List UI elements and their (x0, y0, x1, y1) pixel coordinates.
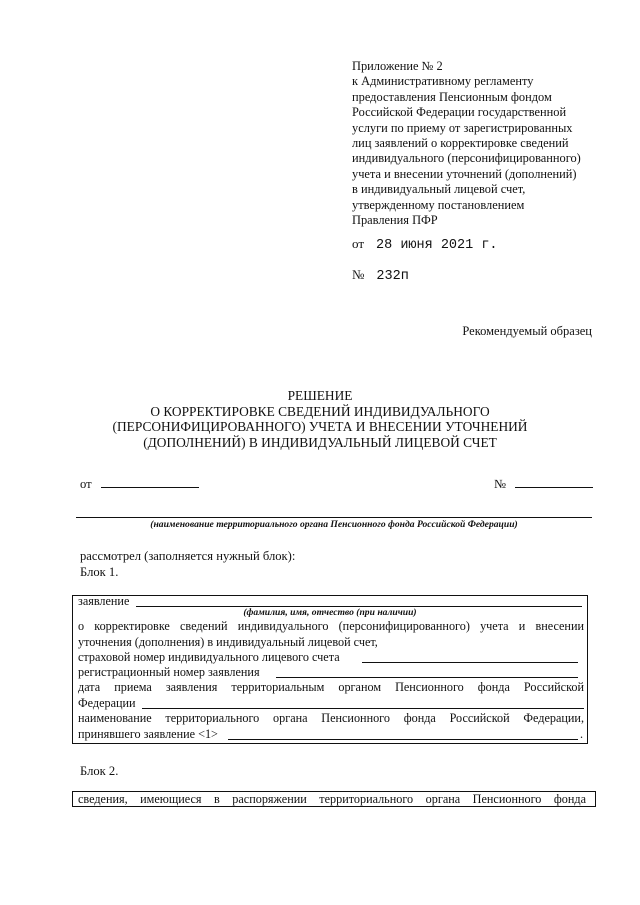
appendix-line: в индивидуальный лицевой счет, (352, 182, 526, 197)
appendix-line: утвержденному постановлением (352, 197, 525, 212)
application-label: заявление (78, 594, 130, 608)
appendix-line: Приложение № 2 (352, 59, 443, 73)
date-received-field[interactable] (142, 708, 584, 709)
organ-received-line-2: принявшего заявление <1> (78, 727, 218, 741)
from-label: от (80, 477, 92, 491)
appendix-line: индивидуального (персонифицированного) (352, 151, 581, 166)
block1-label: Блок 1. (80, 565, 119, 579)
period: . (580, 727, 584, 741)
number-prefix: № (352, 267, 365, 282)
organ-received-field[interactable] (228, 739, 578, 740)
sample-label: Рекомендуемый образец (462, 324, 592, 338)
organ-caption: (наименование территориального органа Пенсионного фонда Российской Федерации) (150, 519, 518, 530)
resolution-date (352, 236, 498, 253)
appendix-line: Российской Федерации государственной (352, 105, 567, 120)
appendix-header (352, 59, 602, 228)
date-received-line-2: Федерации (78, 696, 136, 710)
number-value: 232п (376, 269, 409, 284)
block2-line-1: сведения, имеющиеся в распоряжении территориального органа Пенсионного фонда (78, 792, 586, 806)
organ-name-field[interactable] (76, 517, 592, 518)
about-line-2: уточнения (дополнения) в индивидуальный лицевой счет, (78, 635, 378, 649)
fio-caption: (фамилия, имя, отчество (при наличии) (243, 607, 417, 618)
appendix-line: лиц заявлений о корректировке сведений (352, 136, 569, 151)
date-prefix: от (352, 236, 365, 251)
document-title (60, 388, 580, 450)
insurance-number-field[interactable] (362, 662, 578, 663)
registration-number-field[interactable] (276, 677, 578, 678)
registration-number-label: регистрационный номер заявления (78, 665, 260, 679)
insurance-number-label: страховой номер индивидуального лицевого счета (78, 650, 340, 664)
date-received-line-1: дата приема заявления территориальным органом Пенсионного фонда Российской (78, 680, 584, 694)
number-row (494, 476, 593, 492)
title-line: (ПЕРСОНИФИЦИРОВАННОГО) УЧЕТА И ВНЕСЕНИИ УТОЧНЕНИЙ (112, 419, 528, 435)
considered-line: рассмотрел (заполняется нужный блок): (80, 549, 296, 563)
organ-received-line-1: наименование территориального органа Пенсионного фонда Российской Федерации, (78, 711, 584, 725)
title-line: (ДОПОЛНЕНИЙ) В ИНДИВИДУАЛЬНЫЙ ЛИЦЕВОЙ СЧЕТ (143, 434, 497, 450)
appendix-line: учета и внесении уточнений (дополнений) (352, 166, 577, 181)
from-date-field[interactable] (101, 476, 199, 488)
date-value: 28 июня 2021 г. (376, 238, 498, 253)
from-date-row (80, 476, 199, 492)
title-line: О КОРРЕКТИРОВКЕ СВЕДЕНИЙ ИНДИВИДУАЛЬНОГО (150, 403, 490, 419)
about-line-1: о корректировке сведений индивидуального (персонифицированного) учета и внесении (78, 619, 584, 633)
considered-text (80, 548, 295, 580)
resolution-number (352, 267, 409, 284)
appendix-line: Правления ПФР (352, 213, 438, 228)
title-line: РЕШЕНИЕ (287, 388, 353, 403)
appendix-line: к Административному регламенту (352, 74, 534, 89)
appendix-line: предоставления Пенсионным фондом (352, 89, 552, 104)
number-label: № (494, 477, 507, 491)
block2-label: Блок 2. (80, 764, 119, 778)
number-field[interactable] (515, 476, 593, 488)
appendix-line: услуги по приему от зарегистрированных (352, 120, 573, 135)
